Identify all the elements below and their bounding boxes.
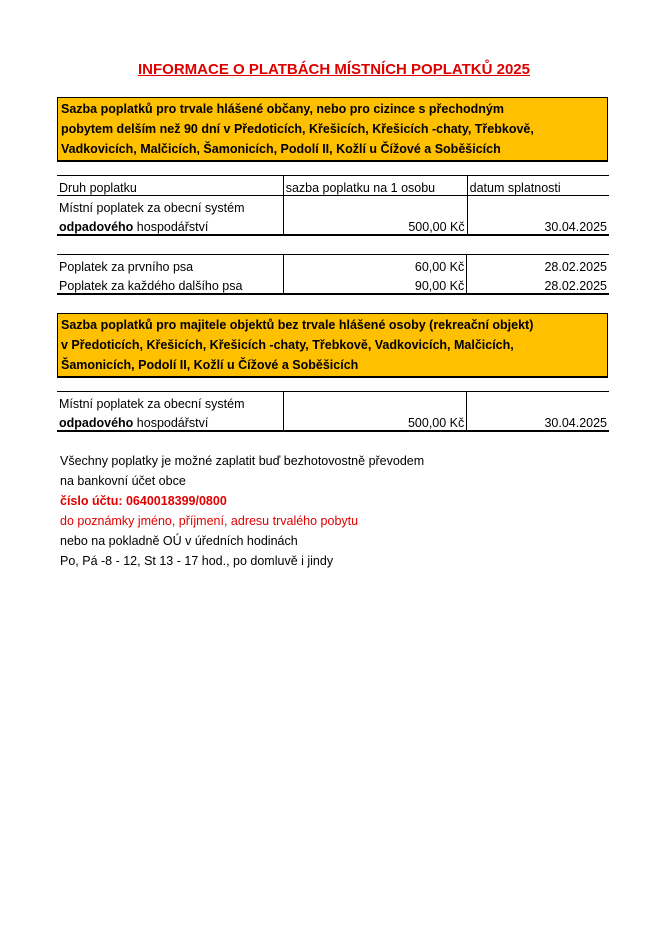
header-due-date: datum splatnosti [467, 176, 609, 196]
banner-line: Sazba poplatků pro majitele objektů bez trvale hlášené osoby (rekreační objekt) [61, 318, 534, 332]
fee-name-cont: odpadového hospodářství [59, 416, 209, 430]
table-header-row [57, 176, 609, 196]
fee-name: Poplatek za prvního psa [59, 260, 194, 274]
info-line: na bankovní účet obce [60, 474, 186, 488]
owner-rate-banner [57, 313, 608, 378]
table-row [57, 255, 609, 275]
banner-line: v Předoticích, Křešicích, Křešicích -chaty, Třebkově, Vadkovicích, Malčicích, [61, 338, 514, 352]
header-fee-type: Druh poplatku [59, 181, 137, 195]
account-number: číslo účtu: 0640018399/0800 [60, 494, 227, 508]
dog-fee-table [57, 254, 609, 295]
info-line: nebo na pokladně OÚ v úředních hodinách [60, 534, 298, 548]
banner-line: Šamonicích, Podolí II, Kožlí u Čížové a Soběšicích [61, 358, 359, 372]
fee-due-date: 28.02.2025 [467, 255, 609, 275]
banner-line: Vadkovicích, Malčicích, Šamonicích, Podolí II, Kožlí u Čížové a Soběšicích [61, 142, 501, 156]
table-row [57, 392, 609, 412]
fee-amount: 60,00 Kč [284, 255, 467, 275]
fee-amount: 90,00 Kč [284, 274, 467, 294]
fee-name: Místní poplatek za obecní systém [59, 201, 245, 215]
fee-name-cont: odpadového hospodářství [59, 220, 209, 234]
fee-due-date: 30.04.2025 [467, 411, 609, 431]
resident-rate-banner [57, 97, 608, 162]
waste-fee-table [57, 175, 609, 236]
fee-due-date: 28.02.2025 [467, 274, 609, 294]
table-row [57, 215, 609, 235]
page-title: INFORMACE O PLATBÁCH MÍSTNÍCH POPLATKŮ 2025 [138, 61, 530, 78]
banner-line: Sazba poplatků pro trvale hlášené občany, nebo pro cizince s přechodným [61, 102, 504, 116]
owner-waste-fee-table [57, 391, 609, 432]
payment-info [60, 451, 424, 571]
table-row [57, 196, 609, 216]
banner-line: pobytem delším než 90 dní v Předoticích, Křešicích, Křešicích -chaty, Třebkově, [61, 122, 534, 136]
fee-due-date: 30.04.2025 [467, 215, 609, 235]
table-row [57, 274, 609, 294]
office-hours: Po, Pá -8 - 12, St 13 - 17 hod., po domluvě i jindy [60, 554, 334, 568]
table-row [57, 411, 609, 431]
fee-amount: 500,00 Kč [283, 215, 467, 235]
fee-name: Místní poplatek za obecní systém [59, 397, 245, 411]
header-rate: sazba poplatku na 1 osobu [283, 176, 467, 196]
payment-note: do poznámky jméno, příjmení, adresu trvalého pobytu [60, 514, 359, 528]
info-line: Všechny poplatky je možné zaplatit buď bezhotovostně převodem [60, 454, 425, 468]
fee-name: Poplatek za každého dalšího psa [59, 279, 243, 293]
fee-amount: 500,00 Kč [284, 411, 467, 431]
